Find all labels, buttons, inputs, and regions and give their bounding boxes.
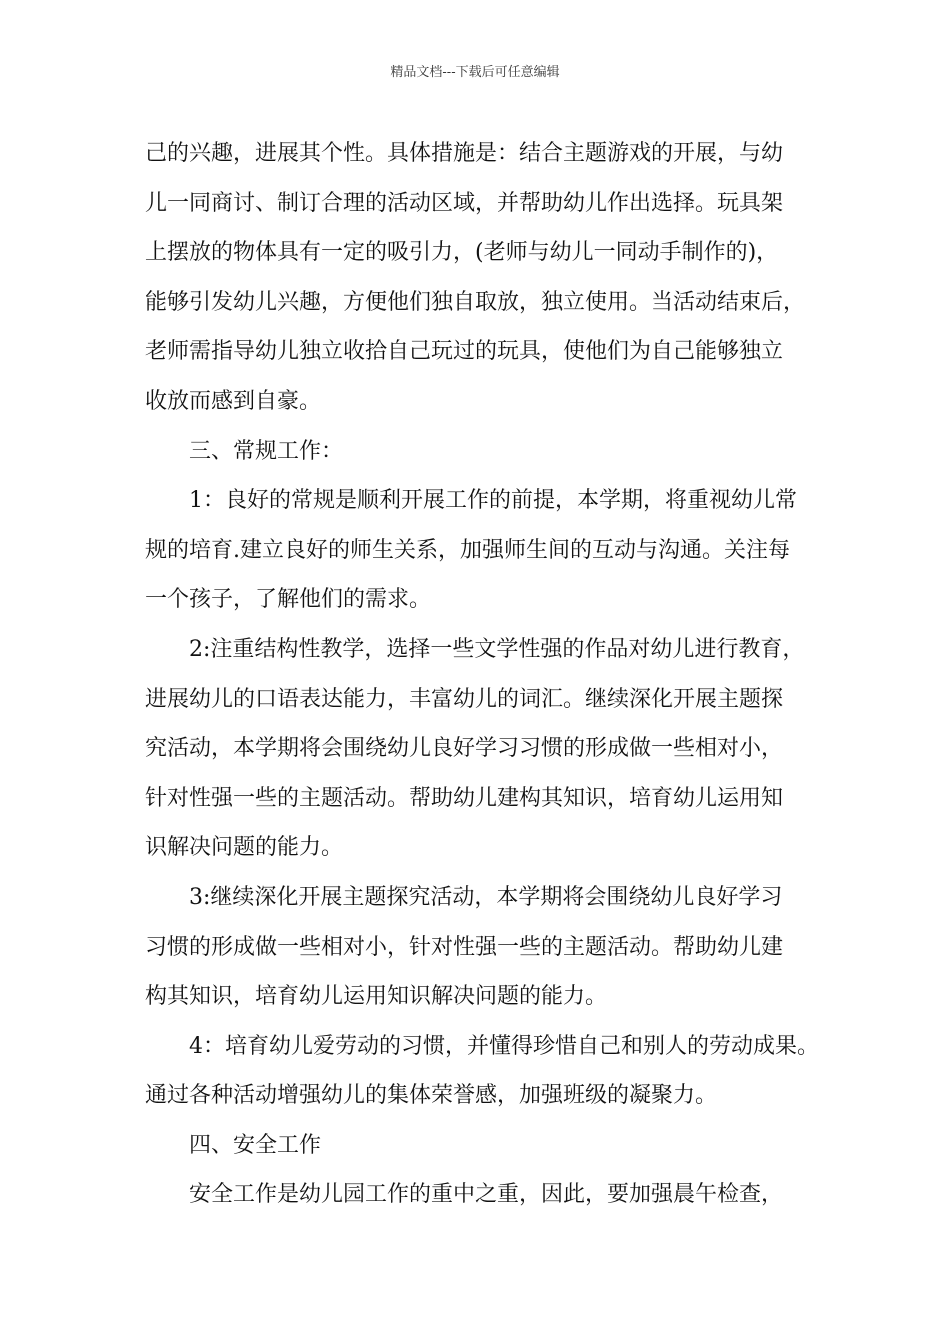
text-line: 2:注重结构性教学，选择一些文学性强的作品对幼儿进行教育， xyxy=(189,636,805,662)
text-line: 己的兴趣，进展其个性。具体措施是：结合主题游戏的开展，与幼 xyxy=(145,141,784,166)
text-line: 能够引发幼儿兴趣，方便他们独自取放，独立使用。当活动结束后， xyxy=(145,289,806,315)
text-line: 通过各种活动增强幼儿的集体荣誉感，加强班级的凝聚力。 xyxy=(145,1083,718,1109)
text-line: 构其知识，培育幼儿运用知识解决问题的能力。 xyxy=(145,984,608,1010)
text-line: 收放而感到自豪。 xyxy=(145,388,322,414)
text-line: 儿一同商讨、制订合理的活动区域，并帮助幼儿作出选择。玩具架 xyxy=(145,190,784,216)
text-line: 究活动，本学期将会围绕幼儿良好学习习惯的形成做一些相对小， xyxy=(145,736,784,762)
text-line: 安全工作是幼儿园工作的重中之重，因此，要加强晨午检查， xyxy=(189,1182,784,1208)
text-line: 进展幼儿的口语表达能力，丰富幼儿的词汇。继续深化开展主题探 xyxy=(145,686,784,712)
text-line: 一个孩子，了解他们的需求。 xyxy=(145,587,432,613)
text-line: 规的培育.建立良好的师生关系，加强师生间的互动与沟通。关注每 xyxy=(145,537,790,563)
text-line: 3:继续深化开展主题探究活动，本学期将会围绕幼儿良好学习 xyxy=(189,884,783,910)
text-line: 上摆放的物体具有一定的吸引力，(老师与幼儿一同动手制作的)， xyxy=(145,240,779,266)
section-heading: 三、常规工作： xyxy=(189,438,344,464)
text-line: 识解决问题的能力。 xyxy=(145,835,344,861)
section-heading: 四、安全工作 xyxy=(189,1132,322,1158)
text-line: 针对性强一些的主题活动。帮助幼儿建构其知识，培育幼儿运用知 xyxy=(145,785,784,811)
text-line: 老师需指导幼儿独立收拾自己玩过的玩具，使他们为自己能够独立 xyxy=(145,339,784,365)
text-line: 1：良好的常规是顺利开展工作的前提，本学期，将重视幼儿常 xyxy=(189,488,797,514)
document-body xyxy=(145,129,835,1220)
text-line: 习惯的形成做一些相对小，针对性强一些的主题活动。帮助幼儿建 xyxy=(145,934,784,960)
page-header: 精品文档---下载后可任意编辑 xyxy=(390,65,560,80)
text-line: 4：培育幼儿爱劳动的习惯，并懂得珍惜自己和别人的劳动成果。 xyxy=(189,1033,819,1059)
